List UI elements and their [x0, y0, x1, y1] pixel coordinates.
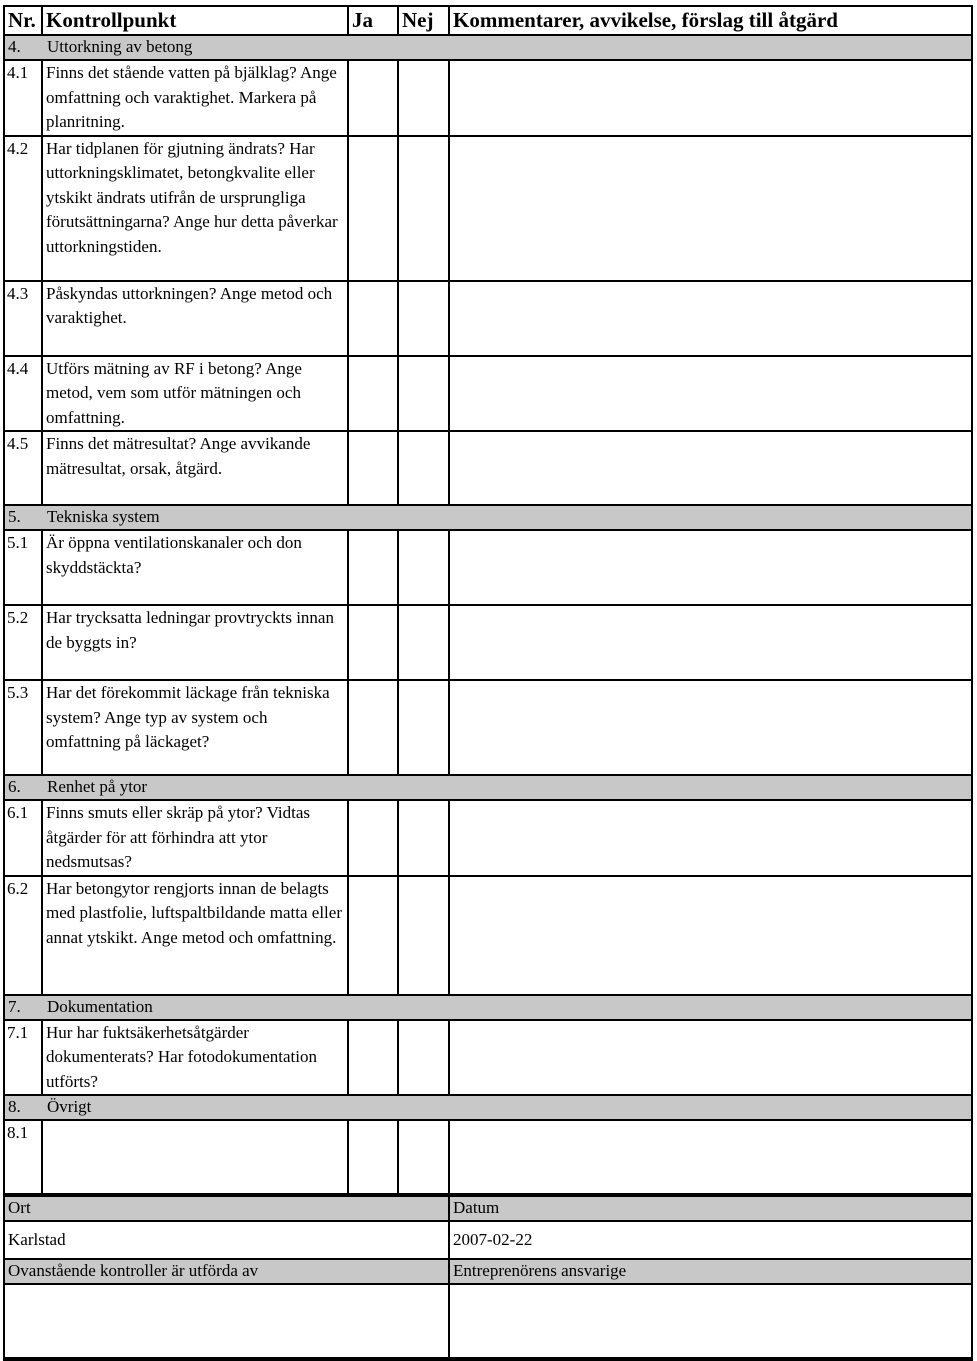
ja-cell[interactable]	[348, 60, 398, 136]
table-row	[5, 356, 971, 432]
signature-table	[5, 1195, 971, 1359]
item-number: 4.3	[5, 281, 42, 356]
comment-cell[interactable]	[449, 356, 971, 432]
item-number: 4.5	[5, 431, 42, 505]
comment-cell[interactable]	[449, 1120, 971, 1194]
ja-cell[interactable]	[348, 876, 398, 995]
comment-cell[interactable]	[449, 800, 971, 876]
ja-cell[interactable]	[348, 356, 398, 432]
table-row	[5, 431, 971, 505]
section-header-row	[5, 1095, 971, 1120]
utforda-av-label: Ovanstående kontroller är utförda av	[5, 1259, 449, 1284]
ja-cell[interactable]	[348, 530, 398, 605]
table-row	[5, 1120, 971, 1194]
header-ja: Ja	[348, 7, 398, 35]
ansvarige-label: Entreprenörens ansvarige	[449, 1259, 971, 1284]
item-number: 5.3	[5, 680, 42, 775]
section-number: 6.	[8, 777, 21, 796]
item-number: 7.1	[5, 1020, 42, 1096]
item-number: 4.2	[5, 136, 42, 281]
comment-cell[interactable]	[449, 876, 971, 995]
section-header-row	[5, 775, 971, 800]
datum-value[interactable]: 2007-02-22	[449, 1221, 971, 1259]
nej-cell[interactable]	[398, 356, 449, 432]
section-number: 7.	[8, 996, 21, 1016]
nej-cell[interactable]	[398, 800, 449, 876]
ja-cell[interactable]	[348, 136, 398, 281]
item-question: Är öppna ventilationskanaler och don skyddstäckta?	[42, 530, 348, 605]
nej-cell[interactable]	[398, 136, 449, 281]
item-number: 4.4	[5, 356, 42, 432]
item-number: 6.2	[5, 876, 42, 995]
label-row	[5, 1196, 971, 1221]
table-row	[5, 60, 971, 136]
item-question: Finns det mätresultat? Ange avvikande mätresultat, orsak, åtgärd.	[42, 431, 348, 505]
ort-label: Ort	[5, 1196, 449, 1221]
nej-cell[interactable]	[398, 605, 449, 680]
table-row	[5, 136, 971, 281]
item-question[interactable]	[42, 1120, 348, 1194]
item-number: 8.1	[5, 1120, 42, 1194]
header-nr: Nr.	[5, 7, 42, 35]
section-title: Renhet på ytor	[47, 777, 148, 796]
item-question: Har det förekommit läckage från tekniska system? Ange typ av system och omfattning på läckaget?	[42, 680, 348, 775]
ja-cell[interactable]	[348, 800, 398, 876]
item-number: 5.2	[5, 605, 42, 680]
table-row	[5, 680, 971, 775]
nej-cell[interactable]	[398, 530, 449, 605]
header-kontrollpunkt: Kontrollpunkt	[42, 7, 348, 35]
signature-row	[5, 1284, 971, 1358]
item-number: 5.1	[5, 530, 42, 605]
checklist-table	[5, 7, 971, 1195]
comment-cell[interactable]	[449, 1020, 971, 1096]
nej-cell[interactable]	[398, 431, 449, 505]
ja-cell[interactable]	[348, 431, 398, 505]
nej-cell[interactable]	[398, 1020, 449, 1096]
comment-cell[interactable]	[449, 680, 971, 775]
header-kommentarer: Kommentarer, avvikelse, förslag till åtgärd	[449, 7, 971, 35]
item-number: 4.1	[5, 60, 42, 136]
table-row	[5, 1020, 971, 1096]
nej-cell[interactable]	[398, 1120, 449, 1194]
comment-cell[interactable]	[449, 530, 971, 605]
section-header-row	[5, 995, 971, 1020]
ja-cell[interactable]	[348, 680, 398, 775]
item-question: Hur har fuktsäkerhetsåtgärder dokumenterats? Har fotodokumentation utförts?	[42, 1020, 348, 1096]
ja-cell[interactable]	[348, 1020, 398, 1096]
item-question: Har betongytor rengjorts innan de belagts med plastfolie, luftspaltbildande matta eller annat ytskikt. Ange metod och omfattning.	[42, 876, 348, 995]
section-number: 4.	[8, 37, 21, 56]
section-title: Dokumentation	[47, 996, 153, 1016]
item-question: Påskyndas uttorkningen? Ange metod och varaktighet.	[42, 281, 348, 356]
item-question: Utförs mätning av RF i betong? Ange metod, vem som utför mätningen och omfattning.	[42, 356, 348, 432]
item-question: Har trycksatta ledningar provtryckts innan de byggts in?	[42, 605, 348, 680]
header-row	[5, 7, 971, 35]
table-row	[5, 530, 971, 605]
ort-value[interactable]: Karlstad	[5, 1221, 449, 1259]
section-title: Uttorkning av betong	[47, 37, 193, 56]
comment-cell[interactable]	[449, 605, 971, 680]
table-row	[5, 800, 971, 876]
item-question: Finns smuts eller skräp på ytor? Vidtas åtgärder för att förhindra att ytor nedsmutsas?	[42, 800, 348, 876]
label-row	[5, 1259, 971, 1284]
nej-cell[interactable]	[398, 876, 449, 995]
ja-cell[interactable]	[348, 1120, 398, 1194]
ja-cell[interactable]	[348, 605, 398, 680]
table-row	[5, 281, 971, 356]
nej-cell[interactable]	[398, 60, 449, 136]
section-number: 8.	[8, 1097, 21, 1116]
nej-cell[interactable]	[398, 680, 449, 775]
nej-cell[interactable]	[398, 281, 449, 356]
header-nej: Nej	[398, 7, 449, 35]
datum-label: Datum	[449, 1196, 971, 1221]
item-number: 6.1	[5, 800, 42, 876]
comment-cell[interactable]	[449, 281, 971, 356]
table-row	[5, 605, 971, 680]
table-row	[5, 876, 971, 995]
item-question: Finns det stående vatten på bjälklag? Ange omfattning och varaktighet. Markera på planritning.	[42, 60, 348, 136]
inspection-checklist-form	[3, 5, 973, 1361]
comment-cell[interactable]	[449, 60, 971, 136]
comment-cell[interactable]	[449, 431, 971, 505]
item-question: Har tidplanen för gjutning ändrats? Har uttorkningsklimatet, betongkvalite eller ytskikt ändrats utifrån de ursprungliga förutsättningarna? Ange hur detta påverkar uttorkningstiden.	[42, 136, 348, 281]
section-header-row	[5, 505, 971, 530]
ja-cell[interactable]	[348, 281, 398, 356]
value-row	[5, 1221, 971, 1259]
utforda-av-signature-field[interactable]	[5, 1284, 449, 1358]
section-header-row	[5, 35, 971, 60]
section-number: 5.	[8, 507, 21, 526]
section-title: Tekniska system	[47, 507, 160, 526]
ansvarige-signature-field[interactable]	[449, 1284, 971, 1358]
comment-cell[interactable]	[449, 136, 971, 281]
section-title: Övrigt	[47, 1097, 92, 1116]
